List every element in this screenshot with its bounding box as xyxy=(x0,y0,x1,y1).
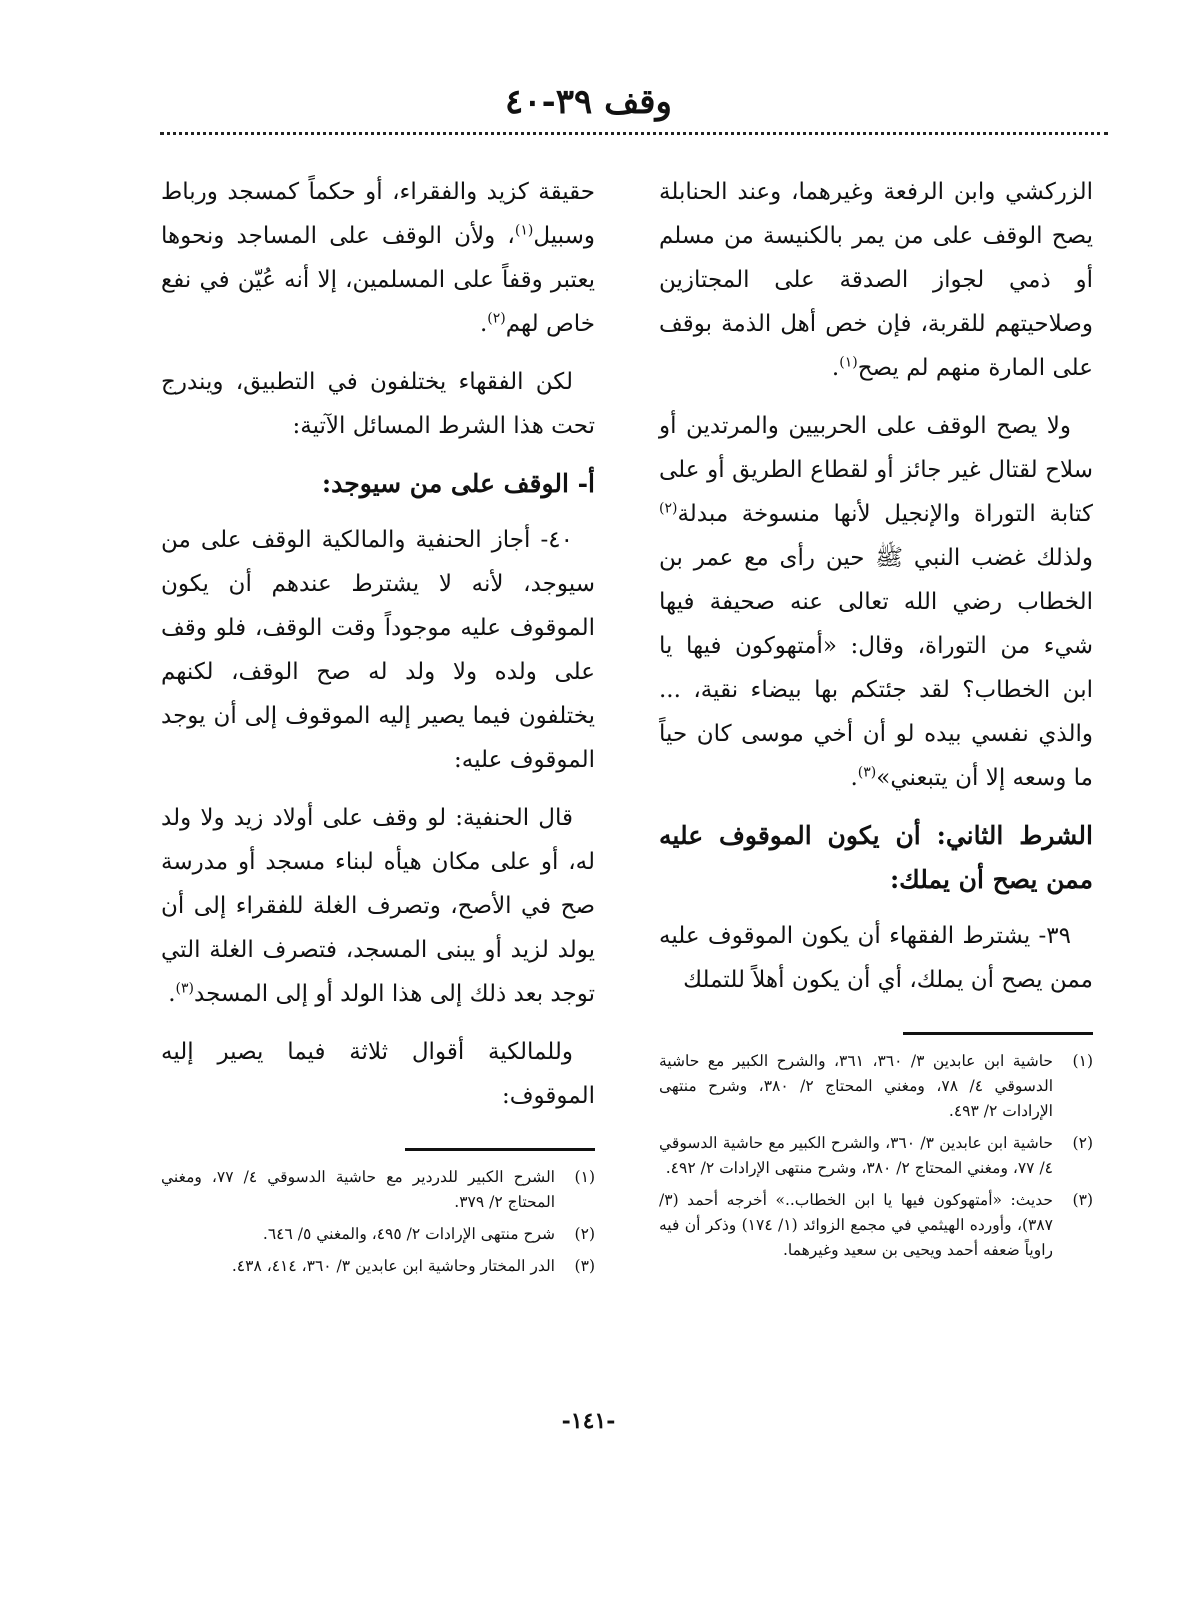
footnote-ref: (٢) xyxy=(659,500,678,517)
footnote-rule xyxy=(405,1148,595,1151)
paragraph: حقيقة كزيد والفقراء، أو حكماً كمسجد ورباط وسبيل$^{(١)}$، ولأن الوقف على المساجد ونحوها يعتبر وقفاً على المسلمين، إلا أنه عُيّن في نفع خاص لهم$^{(٢)}$. xyxy=(161,179,595,337)
page-number: -١٤١- xyxy=(561,1408,616,1434)
footnote: (١) حاشية ابن عابدين ٣/ ٣٦٠، ٣٦١، والشرح الكبير مع حاشية الدسوقي ٤/ ٧٨، ومغني المحتاج ٢/ ٣٨٠، وشرح منتهى الإرادات ٢/ ٤٩٣. xyxy=(659,1052,1093,1120)
section-heading: أ- الوقف على من سيوجد: xyxy=(321,469,595,498)
paragraph: ولا يصح الوقف على الحربيين والمرتدين أو سلاح لقتال غير جائز أو لقطاع الطريق أو على كتابة التوراة والإنجيل لأنها منسوخة مبدلة$^{(٢)}$ ولذلك غضب النبي ﷺ حين رأى مع عمر بن الخطاب رضي الله تعالى عنه صحيفة فيها شيء من التوراة، وقال: «أمتهوكون فيها يا ابن الخطاب؟ لقد جئتكم بها بيضاء نقية، ... والذي نفسي بيده لو أن أخي موسى كان حياً ما وسعه إلا أن يتبعني»$^{(٣)}$. xyxy=(659,413,1093,791)
paragraph: وللمالكية أقوال ثلاثة فيما يصير إليه الموقوف: xyxy=(161,1039,595,1109)
right-column xyxy=(659,170,1093,1270)
section-heading: الشرط الثاني: أن يكون الموقوف عليه ممن يصح أن يملك: xyxy=(659,821,1093,894)
footnote-rule xyxy=(903,1032,1093,1035)
left-column xyxy=(161,170,595,1286)
header-dotted-rule xyxy=(160,132,1108,135)
paragraph: الزركشي وابن الرفعة وغيرهما، وعند الحنابلة يصح الوقف على من يمر بالكنيسة من مسلم أو ذمي لجواز الصدقة على المجتازين وصلاحيتهم للقربة، فإن خص أهل الذمة بوقف على المارة منهم لم يصح$^{(١)}$. xyxy=(659,179,1093,381)
footnote-ref: (٢) xyxy=(487,310,506,327)
footnote-ref: (١) xyxy=(514,222,534,239)
running-header: وقف ٣٩-٤٠ xyxy=(505,82,672,122)
paragraph: ٣٩- يشترط الفقهاء أن يكون الموقوف عليه ممن يصح أن يملك، أي أن يكون أهلاً للتملك xyxy=(659,923,1093,993)
footnote: (٢) حاشية ابن عابدين ٣/ ٣٦٠، والشرح الكبير مع حاشية الدسوقي ٤/ ٧٧، ومغني المحتاج ٢/ ٣٨٠، وشرح منتهى الإرادات ٢/ ٤٩٢. xyxy=(659,1134,1093,1177)
footnote: (٣) حديث: «أمتهوكون فيها يا ابن الخطاب..» أخرجه أحمد (٣/ ٣٨٧)، وأورده الهيثمي في مجمع الزوائد (١/ ١٧٤) وذكر أن فيه راوياً ضعفه أحمد ويحيى بن سعيد وغيرهما. xyxy=(659,1191,1093,1259)
footnote: (١) الشرح الكبير للدردير مع حاشية الدسوقي ٤/ ٧٧، ومغني المحتاج ٢/ ٣٧٩. xyxy=(161,1168,595,1211)
paragraph: قال الحنفية: لو وقف على أولاد زيد ولا ولد له، أو على مكان هيأه لبناء مسجد أو مدرسة صح في الأصح، وتصرف الغلة للفقراء إلى أن يولد لزيد أو يبنى المسجد، فتصرف الغلة التي توجد بعد ذلك إلى هذا الولد أو إلى المسجد$^{(٣)}$. xyxy=(161,805,595,1007)
paragraph: لكن الفقهاء يختلفون في التطبيق، ويندرج تحت هذا الشرط المسائل الآتية: xyxy=(161,369,595,439)
footnote: (٢) شرح منتهى الإرادات ٢/ ٤٩٥، والمغني ٥/ ٦٤٦. xyxy=(262,1225,595,1243)
footnote: (٣) الدر المختار وحاشية ابن عابدين ٣/ ٣٦٠، ٤١٤، ٤٣٨. xyxy=(231,1257,595,1275)
footnote-ref: (١) xyxy=(839,354,858,371)
paragraph: ٤٠- أجاز الحنفية والمالكية الوقف على من سيوجد، لأنه لا يشترط عندهم أن يكون الموقوف عليه موجوداً وقت الوقف، فلو وقف على ولده ولا ولد له صح الوقف، لكنهم يختلفون فيما يصير إليه الموقوف إلى أن يوجد الموقوف عليه: xyxy=(161,527,595,773)
footnote-ref: (٣) xyxy=(175,980,195,997)
footnote-ref: (٣) xyxy=(857,764,877,781)
